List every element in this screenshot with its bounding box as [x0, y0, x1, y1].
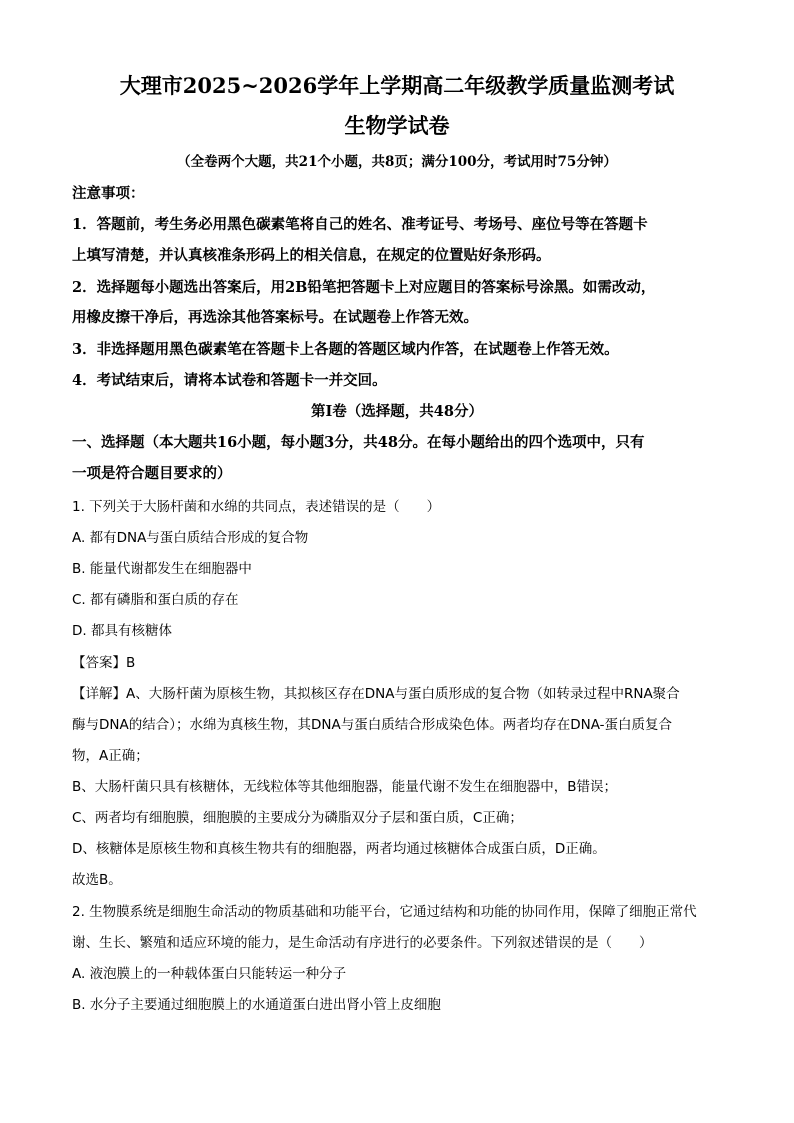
question-stem: 谢、生长、繁殖和适应环境的能力，是生命活动有序进行的必要条件。下列叙述错误的是（ ）	[72, 935, 653, 951]
question-option: B. 水分子主要通过细胞膜上的水通道蛋白进出肾小管上皮细胞	[72, 997, 441, 1013]
analysis-line: 酶与DNA的结合）；水绵为真核生物，其DNA与蛋白质结合形成染色体。两者均存在DNA-蛋白质复合	[72, 717, 673, 733]
answer-label: 【答案】B	[72, 655, 136, 671]
analysis-line: 物，A正确；	[72, 748, 149, 764]
question-stem: 1. 下列关于大肠杆菌和水绵的共同点，表述错误的是（ ）	[72, 499, 441, 515]
question-option: C. 都有磷脂和蛋白质的存在	[72, 592, 239, 608]
question-option: A. 液泡膜上的一种载体蛋白只能转运一种分子	[72, 966, 347, 982]
notice-line: 1．答题前，考生务必用黑色碳素笔将自己的姓名、准考证号、考场号、座位号等在答题卡	[72, 216, 648, 233]
notice-line: 2．选择题每小题选出答案后，用2B铅笔把答题卡上对应题目的答案标号涂黑。如需改动，	[72, 279, 656, 296]
exam-title: 大理市2025~2026学年上学期高二年级教学质量监测考试	[119, 73, 675, 98]
notice-line: 上填写清楚，并认真核准条形码上的相关信息，在规定的位置贴好条形码。	[72, 247, 551, 264]
analysis-conclusion: 故选B。	[72, 872, 122, 888]
section-heading: 一项是符合题目要求的）	[72, 465, 232, 482]
part-title: 第Ⅰ卷（选择题，共48分）	[311, 403, 483, 420]
analysis-line: C、两者均有细胞膜，细胞膜的主要成分为磷脂双分子层和蛋白质，C正确；	[72, 810, 523, 826]
analysis-line: 【详解】A、大肠杆菌为原核生物，其拟核区存在DNA与蛋白质形成的复合物（如转录过程中RNA聚合	[72, 686, 680, 702]
question-option: D. 都具有核糖体	[72, 623, 172, 639]
subject-title: 生物学试卷	[344, 113, 450, 138]
question-option: A. 都有DNA与蛋白质结合形成的复合物	[72, 530, 309, 546]
section-heading: 一、选择题（本大题共16小题，每小题3分，共48分。在每小题给出的四个选项中，只有	[72, 434, 645, 451]
notice-line: 用橡皮擦干净后，再选涂其他答案标号。在试题卷上作答无效。	[72, 309, 478, 326]
analysis-line: B、大肠杆菌只具有核糖体，无线粒体等其他细胞器，能量代谢不发生在细胞器中，B错误；	[72, 779, 618, 795]
question-option: B. 能量代谢都发生在细胞器中	[72, 561, 252, 577]
notice-line: 3．非选择题用黑色碳素笔在答题卡上各题的答题区域内作答，在试题卷上作答无效。	[72, 341, 619, 358]
analysis-line: D、核糖体是原核生物和真核生物共有的细胞器，两者均通过核糖体合成蛋白质，D正确。	[72, 841, 606, 857]
notice-line: 4．考试结束后，请将本试卷和答题卡一并交回。	[72, 372, 387, 389]
notice-heading: 注意事项：	[72, 185, 145, 202]
question-stem: 2. 生物膜系统是细胞生命活动的物质基础和功能平台，它通过结构和功能的协同作用，保障了细胞正常代	[72, 904, 697, 920]
exam-info: （全卷两个大题，共21个小题，共8页；满分100分，考试用时75分钟）	[177, 154, 617, 170]
